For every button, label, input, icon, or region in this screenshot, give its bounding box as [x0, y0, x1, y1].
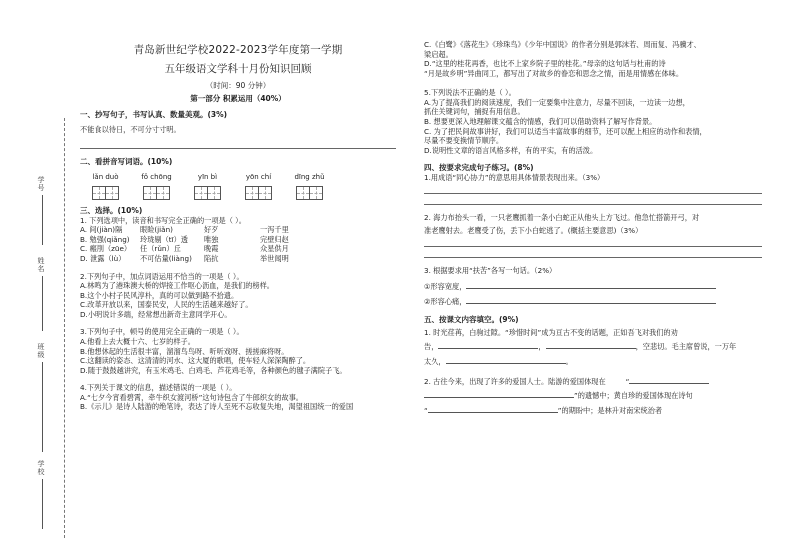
section-5-heading: 五、按课文内容填空。(9%)	[424, 314, 519, 324]
answer-box-group[interactable]	[131, 186, 182, 200]
answer-blank[interactable]	[446, 355, 566, 364]
q4-option-c-line1[interactable]: C.《白鹭》《落花生》《珍珠鸟》《少年中国说》的作者分别是郭沫若、周而复、冯骥才、	[424, 40, 701, 49]
q3-option-c[interactable]: C.这翻读的姿态、这清清的河水、这大厦的歌唱，使车轻人深深陶醉了。	[80, 356, 311, 366]
s5-q1-line3: 太久， 。	[424, 356, 573, 366]
answer-box-group[interactable]	[80, 186, 131, 200]
exam-time: （时间：90 分钟）	[205, 80, 271, 90]
answer-blank[interactable]	[428, 404, 558, 413]
answer-blank[interactable]	[438, 340, 538, 349]
answer-line[interactable]	[424, 193, 762, 194]
section-1-heading: 一、抄写句子，书写认真、数量美观。(3%)	[80, 109, 228, 119]
s4-q3: 3. 根据要求用“扶苦”各写一句话。（2%）	[424, 266, 557, 276]
q5-option-c[interactable]: C. 为了把民间故事讲好，我们可以适当丰富故事的细节，还可以配上相应的动作和表情，	[424, 126, 707, 136]
pinyin-1: lǎn duò	[92, 173, 119, 182]
answer-line[interactable]	[424, 257, 762, 258]
answer-blank[interactable]	[424, 389, 574, 398]
q2-option-b[interactable]: B.这个小村子民风淳朴，真的可以做到路不拾遗。	[80, 290, 239, 300]
q1-option-b[interactable]: B. 勉强(qiǎng) 玲珑剔（tī）透 唯独 完壁归赵	[80, 234, 289, 244]
left-column	[80, 0, 396, 412]
s5-q2-line1: 2. 古往今来，出现了许多的爱国人士。陆游的爱国体现在 “	[424, 375, 762, 387]
pinyin-3: yīn bì	[197, 173, 218, 182]
writing-line[interactable]	[80, 148, 396, 149]
binding-dashed-line	[64, 118, 65, 538]
q2-option-c[interactable]: C.改革开放以来，国泰民安，人民的生活越来越好了。	[80, 300, 253, 310]
q2-stem: 2.下列句子中，加点词语运用不恰当的一项是（ ）。	[80, 271, 244, 281]
copy-sentence: 不能食以待日，不可分寸寸明。	[80, 124, 181, 134]
q4-option-d-line2: “月是故乡明”异曲同工，都写出了对故乡的眷恋和思念之情，而是用情感在体味。	[424, 68, 684, 78]
class-label: 班级	[37, 343, 45, 359]
pinyin-row	[80, 173, 396, 182]
s4-q3-1: ①形容宽度，	[424, 280, 762, 292]
s5-q1-line1: 1. 时光荏苒，白驹过隙。“珍惜时间”成为亘古不变的话题，正如吾飞对我们的劝	[424, 327, 678, 337]
answer-blank[interactable]	[466, 280, 716, 289]
section-4-heading: 四、按要求完成句子练习。(8%)	[424, 163, 534, 173]
answer-line[interactable]	[424, 204, 762, 205]
part-heading: 第一部分 积累运用（40%）	[190, 93, 286, 103]
q2-option-d[interactable]: D.小明说计多端，经常想出新奇主意同学开心。	[80, 309, 232, 319]
q5-stem: 5.下列说法不正确的是（ ）。	[424, 88, 516, 98]
q1-option-d[interactable]: D. 泄露（lù） 不可估量(liàng) 陷抗 举世闻明	[80, 253, 289, 263]
q3-option-d[interactable]: D.随于鼓鼓越讲究，有玉米鸡毛、白鸡毛、芦花鸡毛等，各种颜色的毽子满院子飞。	[80, 365, 347, 375]
pinyin-2: fǒ chōng	[141, 173, 172, 182]
name-label: 姓名	[37, 257, 45, 273]
q3-option-a[interactable]: A.他看上去大概十六、七岁的样子。	[80, 336, 195, 346]
s4-q2-line1: 2. 海力布抬头一看，一只老鹰抓着一条小白蛇正从他头上方飞过。他急忙搭箭开弓，对	[424, 212, 700, 222]
answer-box-group[interactable]	[182, 186, 233, 200]
s5-q2-line3: “ ”的期盼中；是林升对南宋统治者	[424, 405, 663, 415]
pinyin-4: yōn chí	[245, 173, 272, 182]
q4-option-c-line2: 梁启超。	[424, 49, 453, 59]
q3-stem: 3.下列句子中，顿号的使用完全正确的一项是（ ）。	[80, 327, 244, 337]
q2-option-a[interactable]: A.林鸣为了港珠澳大桥的焊接工作呕心沥血，是我们的榜样。	[80, 281, 274, 291]
class-field[interactable]	[42, 362, 43, 452]
q5-option-d[interactable]: D.说明性文章的语言风格多样，有的平实，有的活泼。	[424, 145, 598, 155]
answer-blank[interactable]	[466, 295, 716, 304]
answer-box-group[interactable]	[233, 186, 284, 200]
answer-box-group[interactable]	[284, 186, 335, 200]
s5-q2-line2: ”的遗憾中；黄自珍的爱国体现在诗句	[424, 389, 762, 401]
school-label: 学校	[37, 460, 45, 476]
name-field[interactable]	[42, 276, 43, 331]
section-2-heading: 二、看拼音写词语。(10%)	[80, 157, 173, 167]
answer-blank[interactable]	[546, 340, 636, 349]
s5-q1-line2: 告， ， ，空悲切。毛主席曾说，一万年	[424, 342, 737, 352]
q5-option-b[interactable]: B. 想要更深入地理解课文蕴含的情感，我们可以借助资料了解写作背景。	[424, 117, 657, 127]
q1-stem: 1. 下列选项中，读音和书写完全正确的一项是（ ）。	[80, 215, 246, 225]
right-column	[424, 40, 762, 415]
s4-q1: 1.用成语“同心协力”的意思用具体情景表现出来。（3%）	[424, 173, 605, 183]
section-3-heading: 三、选择。(10%)	[80, 205, 143, 215]
q3-option-b[interactable]: B.他想休起的生活很丰富，溜溜鸟鸟呀、听听戏呀、搓搓麻将呀。	[80, 346, 289, 356]
student-id-label: 学号	[37, 176, 45, 192]
q1-option-a[interactable]: A. 间(jiàn)隔 眼睑(jiǎn) 好歹 一泻千里	[80, 225, 289, 235]
tianzige-row	[80, 186, 396, 200]
q4-option-d-line1[interactable]: D.“这里的桂花再香，也比不上家乡院子里的桂花。”母亲的这句话与杜甫的诗	[424, 59, 666, 69]
student-id-field[interactable]	[42, 195, 43, 245]
q5-option-c-cont: 尽量不要变换情节顺序。	[424, 136, 504, 146]
q4-option-a[interactable]: A.“七夕今宵看碧霄，牵牛织女渡河桥”这句诗包含了牛郎织女的故事。	[80, 392, 303, 402]
s4-q3-2: ②形容心痛，	[424, 295, 762, 307]
school-field[interactable]	[42, 479, 43, 529]
binding-strip	[0, 0, 78, 550]
q4-stem: 4.下列关于课文的信息，描述错误的一项是（ ）。	[80, 383, 237, 393]
exam-subtitle: 五年级语文学科十月份知识回顾	[164, 62, 312, 75]
q5-option-a[interactable]: A.为了提高我们的阅读速度，我们一定要集中注意力，尽量不回读，一边读一边想，	[424, 97, 690, 107]
q1-option-c[interactable]: C. 瘢刖（zūe） 任（rǔn）丘 晚霞 众星供月	[80, 244, 289, 254]
pinyin-5: dīng zhǔ	[294, 173, 325, 182]
q4-option-b[interactable]: B.《示儿》是诗人陆游的绝笔诗，表达了诗人至死不忘收复失地，渴望祖国统一的爱国	[80, 402, 354, 412]
exam-title: 青岛新世纪学校2022-2023学年度第一学期	[133, 44, 343, 56]
answer-blank[interactable]	[629, 375, 709, 384]
s4-q2-line2: 准老鹰射去。老鹰受了伤，丢下小白蛇逃了。(概括主要意思)（3%）	[424, 226, 643, 236]
q5-option-a-cont: 抓住关键词句，捕捉有用信息。	[424, 107, 525, 117]
answer-line[interactable]	[424, 246, 762, 247]
